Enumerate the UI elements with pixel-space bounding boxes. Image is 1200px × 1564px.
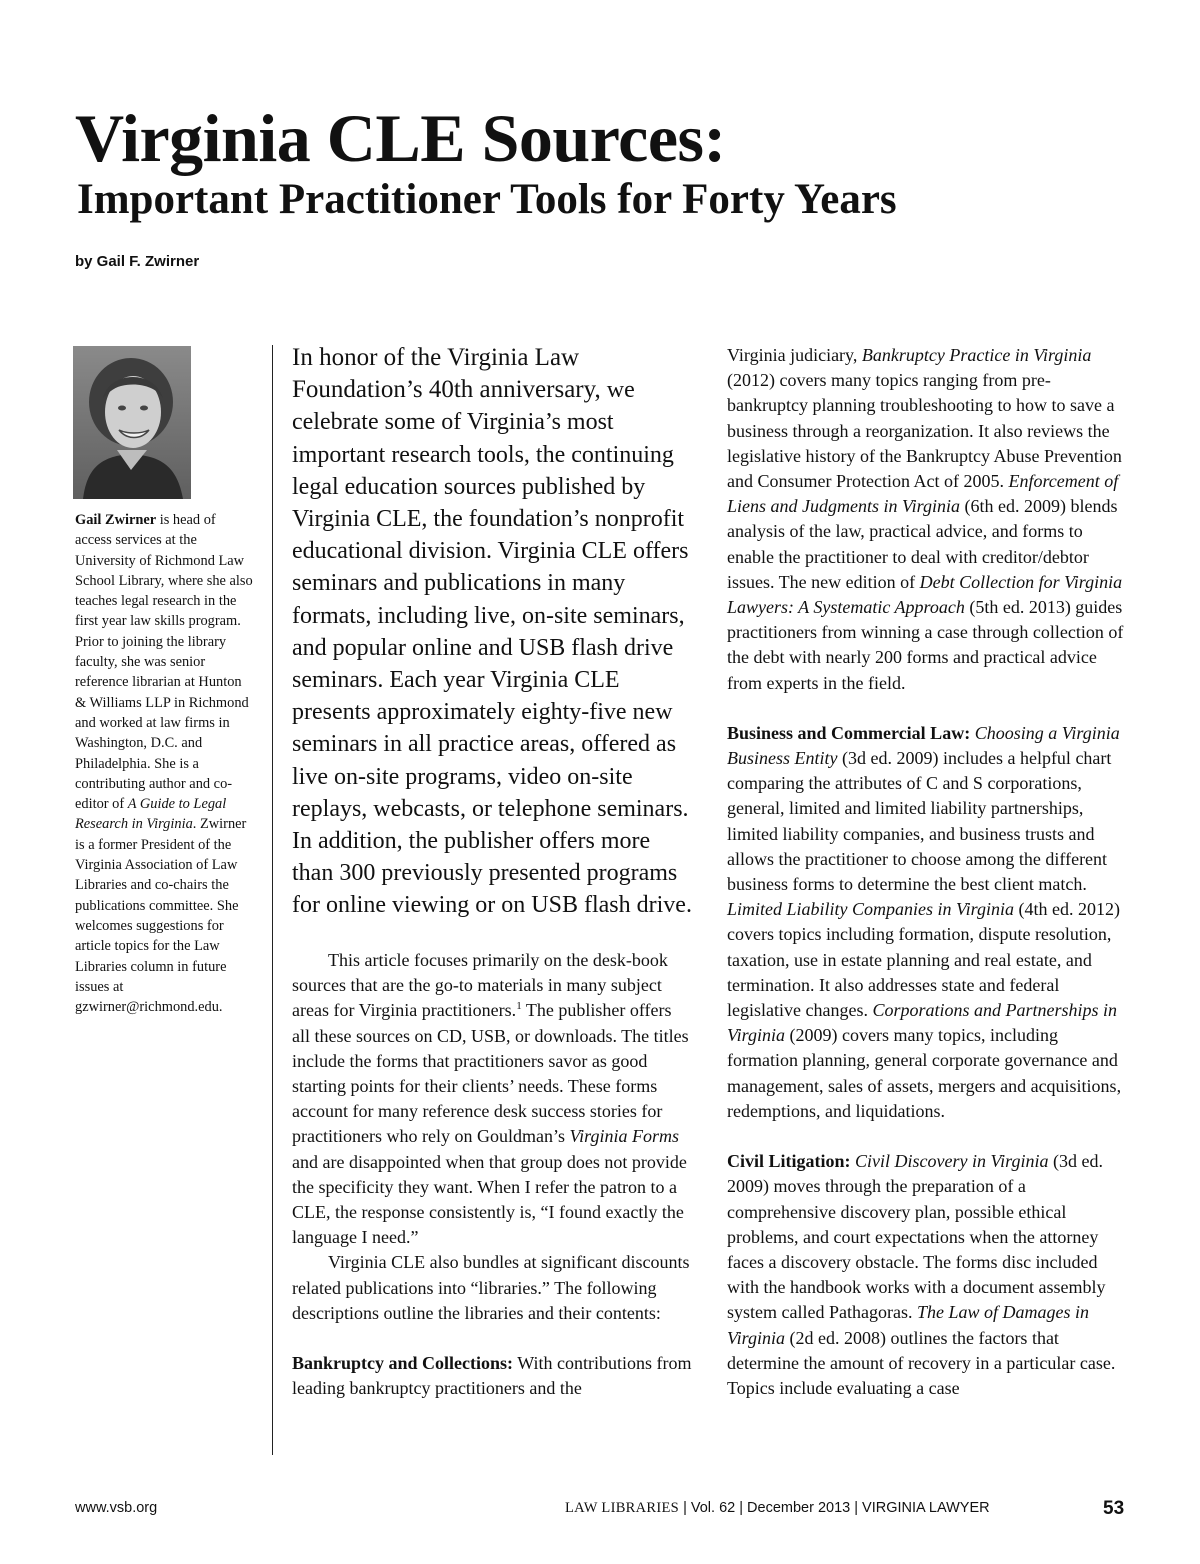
section-bankruptcy	[292, 1351, 692, 1401]
footer-issue: Vol. 62 | December 2013 | VIRGINIA LAWYER	[690, 1500, 990, 1516]
body-paragraph	[292, 948, 692, 1250]
body-text: (2d ed. 2008) outlines the factors that determine the amount of recovery in a particular case. Topics include evaluating a case	[727, 1327, 1116, 1398]
footer-separator: |	[679, 1500, 691, 1516]
body-text: (2012) covers many topics ranging from pre-bankruptcy planning troubleshooting to how to save a business through a reorganization. It also reviews the legislative history of the Bankruptcy Abuse Prevention and Consumer Protection Act of 2005.	[727, 370, 1122, 492]
body-column-right	[727, 343, 1127, 1401]
section-heading: Business and Commercial Law:	[727, 722, 971, 743]
book-title: Bankruptcy Practice in Virginia	[861, 345, 1092, 365]
footer-section: LAW LIBRARIES	[565, 1500, 680, 1516]
lead-text: we celebrate some of Virginia’s most important research tools, the continuing legal education sources published by Virginia CLE, the foundation’s nonprofit educational division. Virginia CLE offers seminars and publications in many formats, including live, on-site seminars, and popular online and USB flash drive seminars. Each year Virginia CLE presents approximately eighty-five new seminars in all practice areas, offered as live on-site programs, video on-site replays, webcasts, or telephone seminars. In addition, the publisher offers more than 300 previously presented programs for online viewing or on USB flash drive.	[292, 377, 692, 919]
body-text: With contributions from leading bankruptcy practitioners and the	[292, 1353, 692, 1399]
body-text: (2009) covers many topics, including formation planning, general corporate governance and management, sales of assets, mergers and acquisitions, redemptions, and liquidations.	[727, 1025, 1122, 1121]
section-business	[727, 721, 1127, 1124]
body-text: (3d ed. 2009) moves through the preparation of a comprehensive discovery plan, possible ethical problems, and court expectations when the attorney faces a discovery obstacle. The forms disc included with the handbook works with a document assembly system called Pathagoras.	[727, 1151, 1106, 1323]
body-column-left	[292, 948, 692, 1401]
footer-running-head	[565, 1500, 990, 1517]
body-paragraph: Virginia CLE also bundles at significant discounts related publications into “libraries.” The following descriptions outline the libraries and their contents:	[292, 1252, 690, 1323]
body-text: Virginia judiciary,	[727, 345, 862, 365]
footnote-marker: 1	[516, 1000, 522, 1013]
article-title: Virginia CLE Sources:	[75, 100, 726, 176]
book-title: The Law of Damages in Virginia	[727, 1302, 1089, 1348]
section-civil-litigation	[727, 1149, 1127, 1401]
book-title: Choosing a Virginia Business Entity	[727, 722, 1120, 769]
bio-name: Gail Zwirner	[75, 512, 157, 528]
book-title: Virginia Forms	[569, 1126, 679, 1147]
book-title: Civil Discovery in Virginia	[850, 1151, 1049, 1172]
book-title: Debt Collection for Virginia Lawyers: A Systematic Approach	[727, 571, 1123, 618]
section-heading: Bankruptcy and Collections:	[292, 1353, 514, 1374]
body-text: The publisher offers all these sources on CD, USB, or downloads. The titles include the forms that practitioners savor as good starting points for their clients’ needs. These forms account for many reference desk success stories for practitioners who rely on Gouldman’s	[292, 1000, 689, 1147]
body-text: (4th ed. 2012) covers topics including formation, dispute resolution, taxation, use in estate planning and real estate, and termination. It also addresses state and federal legislative changes.	[727, 899, 1120, 1021]
page-number: 53	[1103, 1498, 1125, 1519]
column-divider	[272, 345, 273, 1455]
article-subtitle: Important Practitioner Tools for Forty Years	[77, 176, 897, 223]
lead-opening: In honor of the Virginia Law Foundation’s 40th anniversary,	[292, 344, 601, 404]
author-photo	[73, 346, 191, 499]
section-heading: Civil Litigation:	[727, 1151, 851, 1172]
byline: by Gail F. Zwirner	[75, 253, 200, 270]
body-paragraph	[727, 343, 1127, 696]
bio-text: is head of access services at the University of Richmond Law School Library, where she also teaches legal research in the first year law skills program. Prior to joining the library faculty, she was senior reference librarian at Hunton & Williams LLP in Richmond and worked at law firms in Washington, D.C. and Philadelphia. She is a contributing author and co-editor of	[75, 512, 253, 813]
body-text: (6th ed. 2009) blends analysis of the law, practical advice, and forms to enable the practitioner to deal with creditor/debtor issues. The new edition of	[727, 496, 1118, 592]
book-title: Enforcement of Liens and Judgments in Virginia	[727, 471, 1119, 517]
lead-paragraph	[292, 342, 692, 922]
body-text: (3d ed. 2009) includes a helpful chart comparing the attributes of C and S corporations, general, limited and limited liability partnerships, limited liability companies, and business trusts and allows the practitioner to choose among the different business forms to determine the best client match.	[727, 748, 1112, 895]
book-title: Corporations and Partnerships in Virginia	[727, 1000, 1117, 1046]
footer-website: www.vsb.org	[75, 1500, 158, 1516]
body-text: (5th ed. 2013) guides practitioners from winning a case through collection of the debt with nearly 200 forms and practical advice from experts in the field.	[727, 597, 1124, 693]
bio-book-title: A Guide to Legal Research in Virginia	[75, 796, 227, 833]
body-text: and are disappointed when that group does not provide the specificity they want. When I refer the patron to a CLE, the response consistently is, “I found exactly the language I need.”	[292, 1151, 687, 1248]
author-bio	[75, 510, 253, 1017]
body-text: This article focuses primarily on the desk-book sources that are the go-to materials in many subject areas for Virginia practitioners.	[292, 950, 668, 1021]
book-title: Limited Liability Companies in Virginia	[727, 899, 1015, 920]
bio-text-continued: . Zwirner is a former President of the Virginia Association of Law Libraries and co-chairs the publications committee. She welcomes suggestions for article topics for the Law Libraries column in future issues at gzwirner@richmond.edu.	[75, 816, 247, 1016]
author-portrait-image	[73, 346, 191, 499]
